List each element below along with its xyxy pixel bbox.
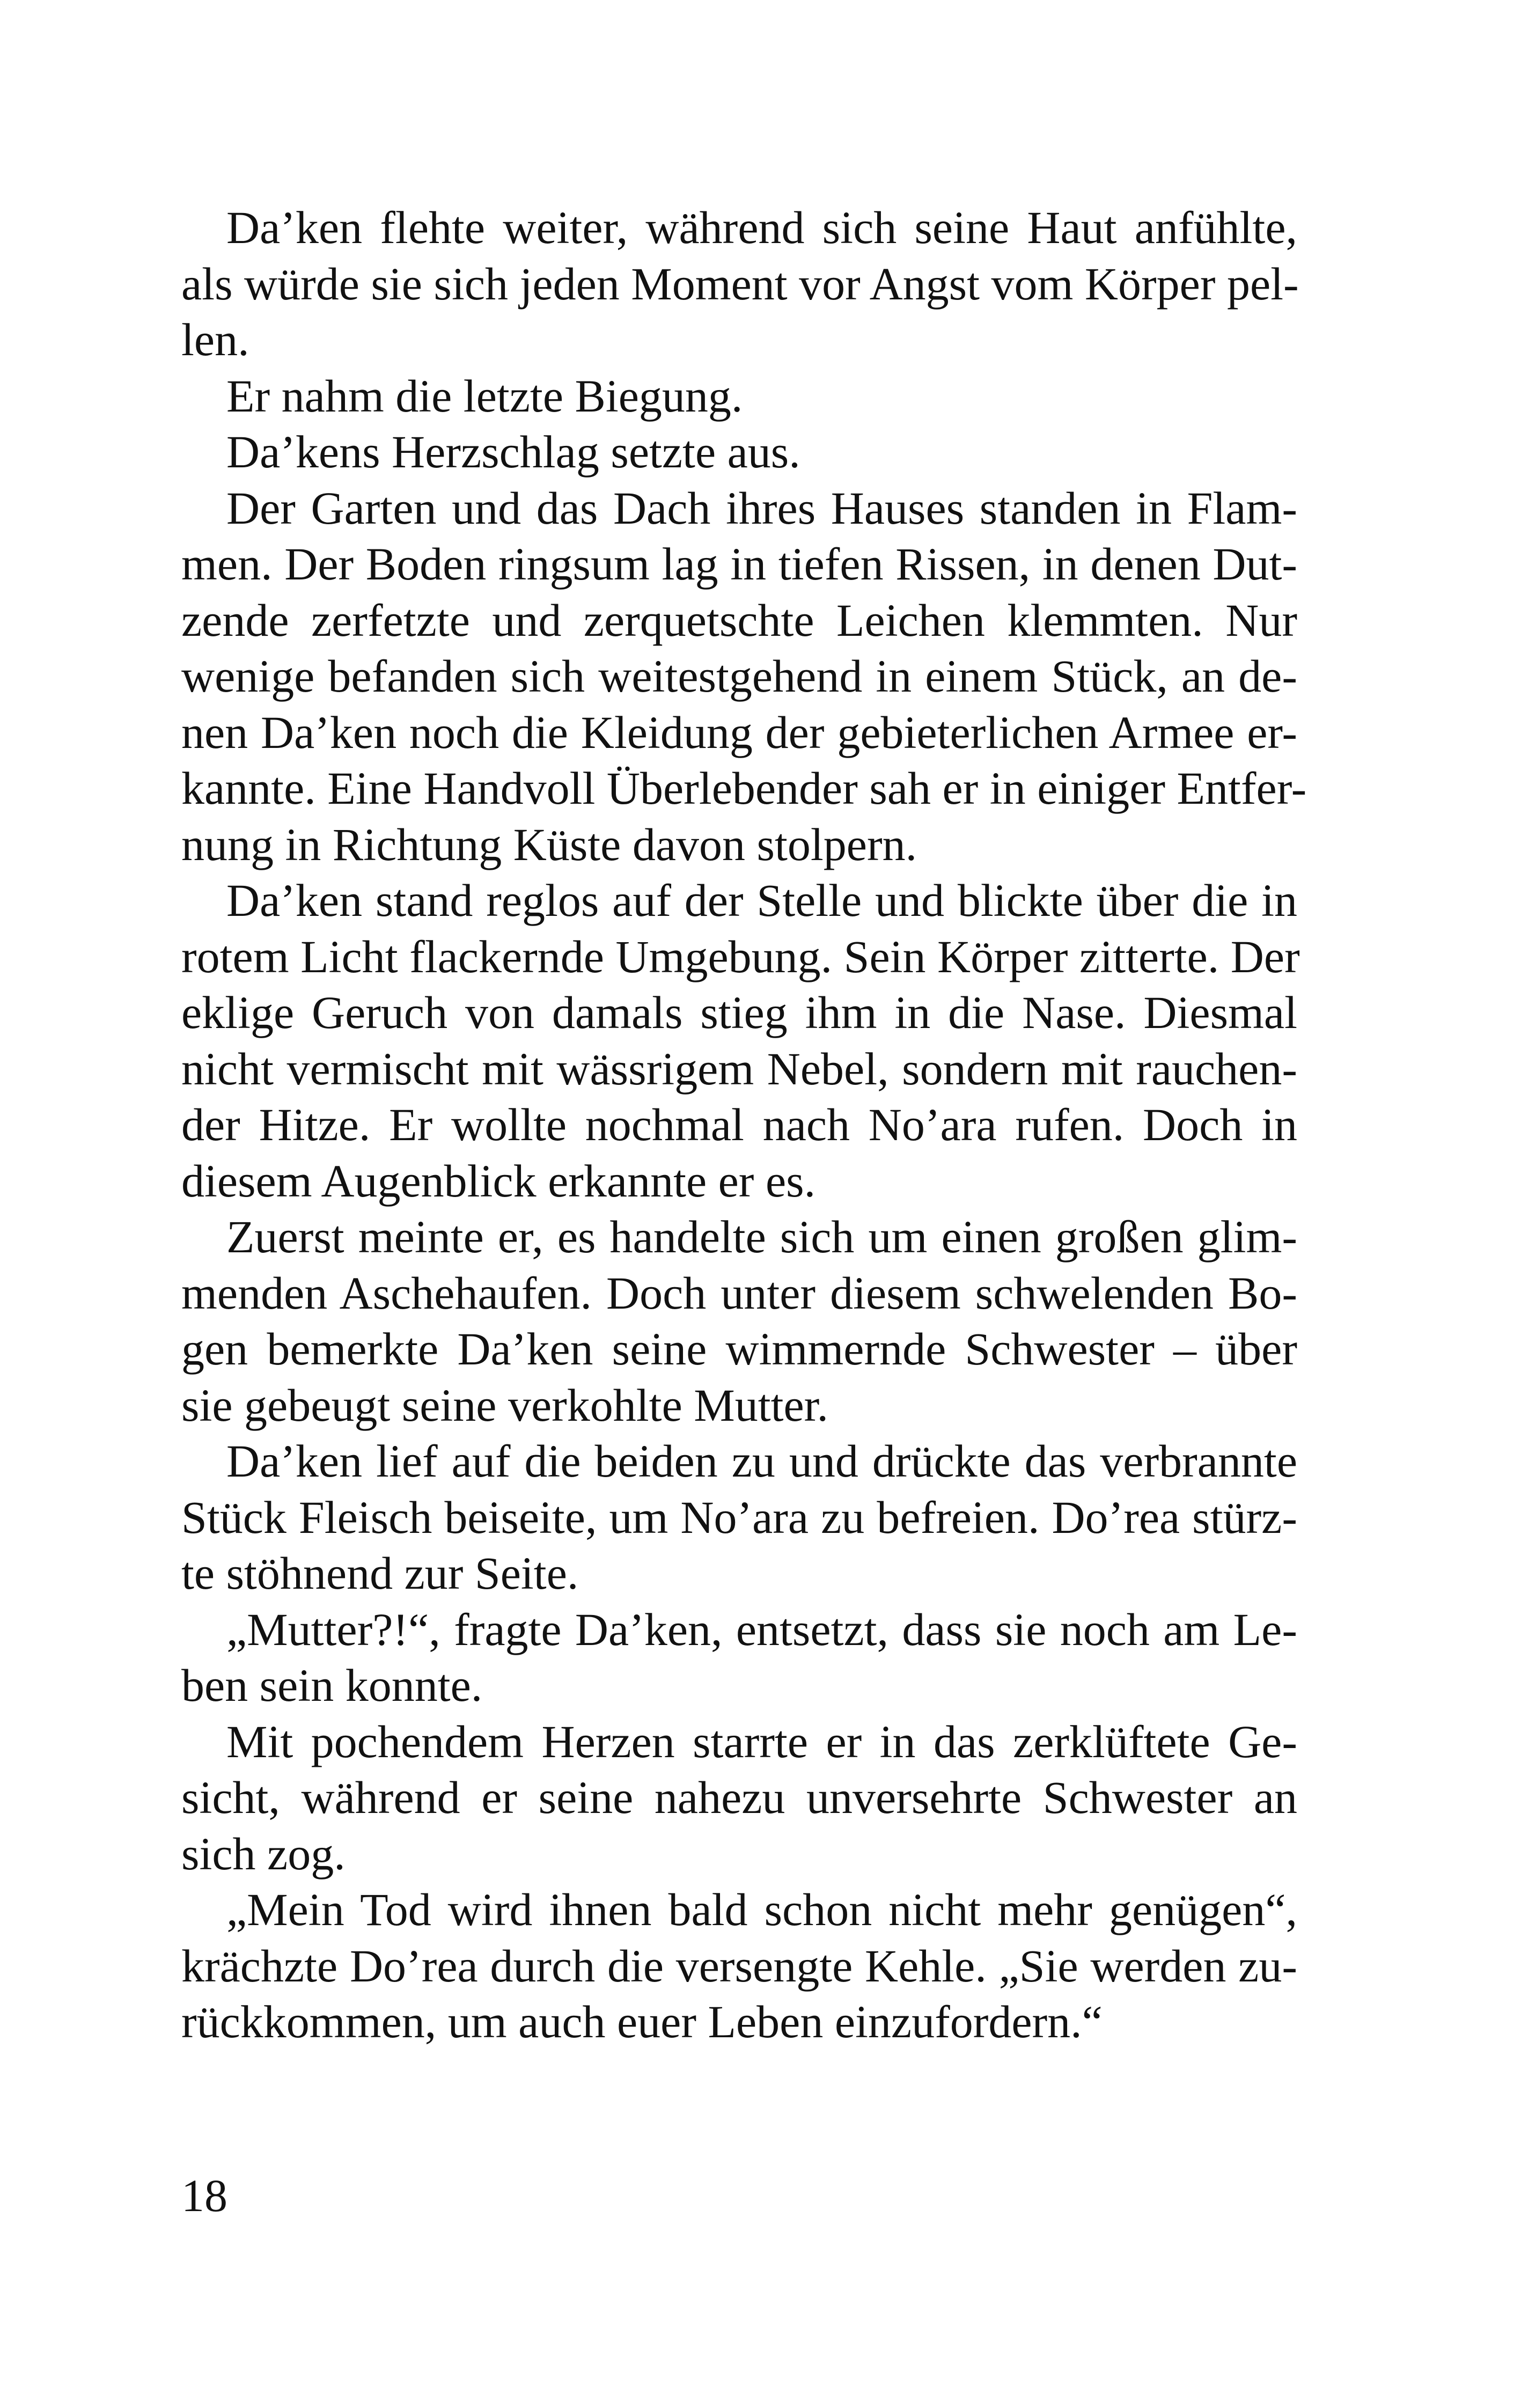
text-line: als würde sie sich jeden Moment vor Angst vom Körper pel- xyxy=(181,258,1299,310)
text-line: Zuerst meinte er, es handelte sich um einen großen glim- xyxy=(226,1211,1297,1262)
text-line: rückkommen, um auch euer Leben einzufordern.“ xyxy=(181,1996,1103,2047)
text-line: Da’ken flehte weiter, während sich seine Haut anfühlte, xyxy=(226,202,1297,253)
text-line: wenige befanden sich weitestgehend in einem Stück, an de- xyxy=(181,650,1297,702)
text-line: rotem Licht flackernde Umgebung. Sein Körper zitterte. Der xyxy=(181,930,1300,982)
text-line: eklige Geruch von damals stieg ihm in die Nase. Diesmal xyxy=(181,987,1297,1038)
text-line: ben sein konnte. xyxy=(181,1660,483,1711)
text-line: zende zerfetzte und zerquetschte Leichen klemmten. Nur xyxy=(181,594,1297,646)
text-line: menden Aschehaufen. Doch unter diesem schwelenden Bo- xyxy=(181,1267,1297,1319)
text-line: Er nahm die letzte Biegung. xyxy=(226,370,743,422)
body-text xyxy=(181,200,1307,2050)
text-line: der Hitze. Er wollte nochmal nach No’ara rufen. Doch in xyxy=(181,1099,1297,1150)
text-line: Mit pochendem Herzen starrte er in das zerklüftete Ge- xyxy=(226,1715,1297,1767)
text-line: Da’ken stand reglos auf der Stelle und blickte über die in xyxy=(226,875,1297,926)
text-line: men. Der Boden ringsum lag in tiefen Rissen, in denen Dut- xyxy=(181,538,1297,590)
page-number: 18 xyxy=(181,2170,227,2221)
text-line: sich zog. xyxy=(181,1827,346,1880)
text-line: sicht, während er seine nahezu unversehrte Schwester an xyxy=(181,1772,1297,1823)
text-line: „Mutter?!“, fragte Da’ken, entsetzt, dass sie noch am Le- xyxy=(226,1603,1297,1655)
text-line: krächzte Do’rea durch die versengte Kehle. „Sie werden zu- xyxy=(181,1940,1297,1992)
text-line: nen Da’ken noch die Kleidung der gebieterlichen Armee er- xyxy=(181,706,1297,758)
text-line: Der Garten und das Dach ihres Hauses standen in Flam- xyxy=(226,482,1297,534)
text-line: te stöhnend zur Seite. xyxy=(181,1547,579,1599)
text-line: Stück Fleisch beiseite, um No’ara zu befreien. Do’rea stürz- xyxy=(181,1491,1297,1543)
text-line: Da’kens Herzschlag setzte aus. xyxy=(226,426,800,478)
text-line: len. xyxy=(181,314,249,365)
text-line: diesem Augenblick erkannte er es. xyxy=(181,1155,816,1207)
text-line: Da’ken lief auf die beiden zu und drückte das verbrannte xyxy=(226,1435,1297,1487)
text-line: sie gebeugt seine verkohlte Mutter. xyxy=(181,1379,829,1431)
text-line: nicht vermischt mit wässrigem Nebel, sondern mit rauchen- xyxy=(181,1043,1297,1095)
text-line: nung in Richtung Küste davon stolpern. xyxy=(181,818,917,870)
text-line: kannte. Eine Handvoll Überlebender sah er in einiger Entfer- xyxy=(181,762,1307,814)
text-line: „Mein Tod wird ihnen bald schon nicht mehr genügen“, xyxy=(226,1884,1297,1935)
text-line: gen bemerkte Da’ken seine wimmernde Schwester – über xyxy=(181,1323,1297,1375)
